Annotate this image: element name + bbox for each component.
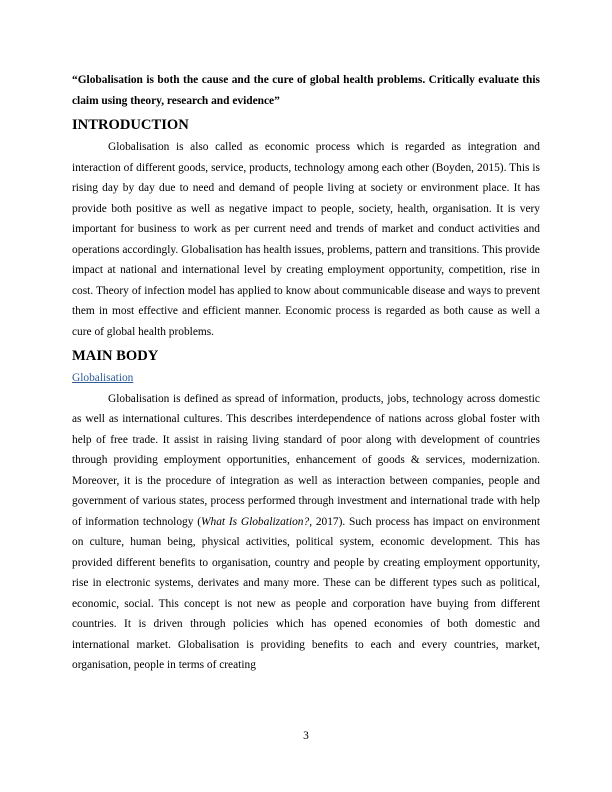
essay-title: “Globalisation is both the cause and the cure of global health problems. Critically evaluate this claim using theory, research and evidence”	[72, 74, 540, 107]
globalisation-subheading-link[interactable]: Globalisation	[72, 372, 134, 384]
introduction-heading: INTRODUCTION	[72, 117, 189, 133]
globalisation-paragraph	[72, 389, 540, 676]
globalisation-subheading	[72, 368, 540, 389]
main-body-heading: MAIN BODY	[72, 348, 159, 364]
citation-italic: What Is Globalization?	[201, 515, 310, 528]
globalisation-paragraph-part1: Globalisation is defined as spread of information, products, jobs, technology across domestic as well as international cultures. This describes interdependence of nations across global foster with help of free trade. It assist in raising living standard of poor along with development of countries through providing employment opportunities, enhancement of goods & services, modernization. Moreover, it is the procedure of integration as well as interaction between companies, people and government of various states, process performed through investment and international trade with help of information technology (	[72, 392, 540, 528]
page-content	[72, 70, 540, 681]
globalisation-paragraph-part2: , 2017). Such process has impact on environment on culture, human being, physical activities, political system, economic development. This has provided different benefits to organisation, country and people by creating employment opportunity, rise in electronic systems, derivates and many more. These can be different types such as political, economic, social. This concept is not new as people and corporation have buying from different countries. It is driven through policies which has opened economies of both domestic and international market. Globalisation is providing benefits to each and every countries, market, organisation, people in terms of creating	[72, 515, 540, 671]
introduction-paragraph: Globalisation is also called as economic process which is regarded as integration and interaction of different goods, service, products, technology among each other (Boyden, 2015). This is rising day by day due to need and demand of people living at society or environment place. It has provide both positive as well as negative impact to people, society, health, organisation. It is very important for business to work as per current need and trends of market and conduct activities and operations accordingly. Globalisation has health issues, problems, pattern and transitions. This provide impact at national and international level by creating employment opportunity, competition, rise in cost. Theory of infection model has applied to know about communicable disease and ways to prevent them in most effective and efficient manner. Economic process is regarded as both cause as well a cure of global health problems.	[72, 141, 540, 338]
page-number: 3	[303, 730, 309, 742]
